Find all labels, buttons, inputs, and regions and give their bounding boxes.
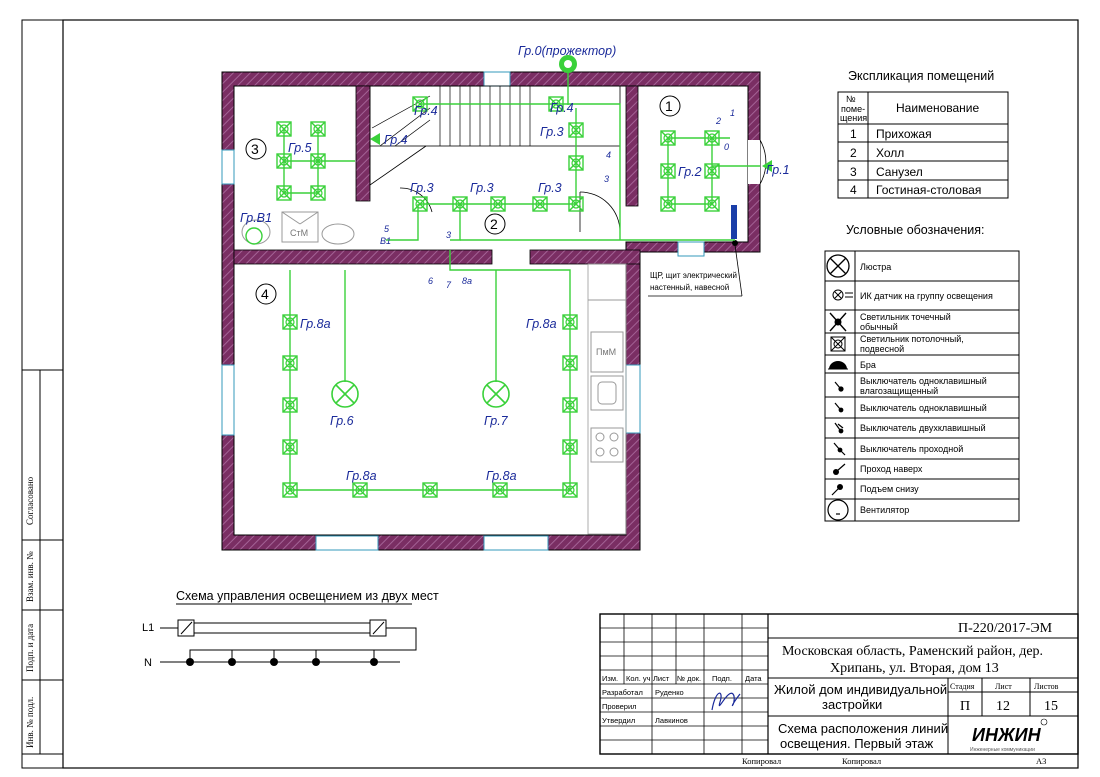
label-g7: Гр.7 <box>484 414 508 428</box>
label-g2: Гр.2 <box>678 165 702 179</box>
sheet-title-2: освещения. Первый этаж <box>780 736 934 751</box>
svg-text:В1: В1 <box>380 236 392 246</box>
svg-text:влагозащищенный: влагозащищенный <box>860 386 939 396</box>
signature <box>712 693 740 710</box>
label-g3b: Гр.3 <box>410 181 434 195</box>
wall-lamp-icon <box>828 361 848 369</box>
address-line-2: Хрипань, ул. Вторая, дом 13 <box>830 661 999 676</box>
svg-text:Разработал: Разработал <box>602 688 643 697</box>
control-scheme <box>142 589 439 669</box>
svg-text:Лист: Лист <box>995 682 1012 691</box>
ir-sensor-icon <box>833 290 853 300</box>
legend-title: Условные обозначения: <box>846 223 985 237</box>
svg-text:1: 1 <box>850 127 857 141</box>
svg-text:Кол. уч: Кол. уч <box>626 674 651 683</box>
svg-text:2: 2 <box>850 146 857 160</box>
room-number-2: 2 <box>490 216 498 232</box>
svg-text:Дата: Дата <box>745 674 762 683</box>
switch-single-icon <box>835 403 843 412</box>
svg-text:Санузел: Санузел <box>876 165 923 179</box>
svg-text:ИК датчик на группу освещения: ИК датчик на группу освещения <box>860 291 993 301</box>
svg-text:7: 7 <box>446 280 452 290</box>
svg-text:Подп.: Подп. <box>712 674 732 683</box>
floor-plan <box>222 44 790 550</box>
kitchen-counter <box>588 264 626 534</box>
stage-value: П <box>960 699 971 714</box>
svg-text:Подъем снизу: Подъем снизу <box>860 484 919 494</box>
svg-text:Светильник потолочный,: Светильник потолочный, <box>860 334 964 344</box>
sheet-title-1: Схема расположения линий <box>778 721 949 736</box>
switch-passthrough-icon <box>834 443 845 455</box>
svg-text:3: 3 <box>850 165 857 179</box>
label-g8a-4: Гр.8а <box>486 469 517 483</box>
svg-text:Изм.: Изм. <box>602 674 619 683</box>
svg-text:5: 5 <box>384 224 390 234</box>
svg-text:щения: щения <box>840 113 868 123</box>
side-agreed: Согласовано <box>25 476 35 525</box>
svg-text:3: 3 <box>604 174 610 184</box>
ceiling-light-icon <box>831 337 845 351</box>
l1-label: L1 <box>142 622 155 634</box>
svg-text:Люстра: Люстра <box>860 262 892 272</box>
side-strip <box>22 370 63 754</box>
room-number-4: 4 <box>261 286 269 302</box>
label-g1: Гр.1 <box>766 163 790 177</box>
svg-text:Лист: Лист <box>653 674 670 683</box>
label-g4b: Гр.4 <box>550 101 574 115</box>
washer-label: СтМ <box>290 228 309 238</box>
svg-text:ИНЖИН: ИНЖИН <box>972 725 1041 745</box>
object-line-1: Жилой дом индивидуальной <box>774 682 948 697</box>
svg-text:Листов: Листов <box>1034 682 1059 691</box>
object-line-2: застройки <box>822 697 883 712</box>
switch-double-icon <box>835 423 843 433</box>
label-g3a: Гр.3 <box>540 125 564 139</box>
explication-title: Экспликация помещений <box>848 69 995 83</box>
electrical-panel <box>731 205 737 239</box>
label-g5: Гр.5 <box>288 141 312 155</box>
control-scheme-title: Схема управления освещением из двух мест <box>176 589 439 603</box>
label-projector: Гр.0(прожектор) <box>518 44 617 58</box>
svg-text:Бра: Бра <box>860 360 876 370</box>
side-replaced: Взам. инв. № <box>25 551 35 602</box>
label-g4c: Гр.4 <box>384 133 408 147</box>
svg-text:Выключатель проходной: Выключатель проходной <box>860 444 964 454</box>
explication-header-name: Наименование <box>896 101 980 115</box>
room-number-3: 3 <box>251 141 259 157</box>
chandelier-icon <box>827 255 849 277</box>
svg-text:Утвердил: Утвердил <box>602 716 636 725</box>
sheet-value: 12 <box>996 699 1010 714</box>
svg-text:Выключатель одноклавишный: Выключатель одноклавишный <box>860 403 987 413</box>
svg-text:обычный: обычный <box>860 322 898 332</box>
label-g4a: Гр.4 <box>414 104 438 118</box>
svg-text:Вентилятор: Вентилятор <box>860 505 910 515</box>
svg-text:Выключатель одноклавишный: Выключатель одноклавишный <box>860 376 987 386</box>
svg-text:4: 4 <box>606 150 612 160</box>
explication-table <box>838 69 1008 198</box>
svg-text:1: 1 <box>730 108 736 118</box>
svg-text:Прихожая: Прихожая <box>876 127 932 141</box>
pass-up-icon <box>833 464 845 475</box>
company-logo <box>970 719 1047 753</box>
sheets-value: 15 <box>1044 699 1058 714</box>
svg-text:№: № <box>846 94 856 104</box>
svg-text:4: 4 <box>850 183 857 197</box>
label-g6: Гр.6 <box>330 414 354 428</box>
chandelier-g7 <box>483 381 509 407</box>
switch-waterproof-icon <box>835 382 843 391</box>
svg-text:Проверил: Проверил <box>602 702 637 711</box>
lighting-wiring <box>284 70 760 490</box>
svg-text:Копировал: Копировал <box>742 756 782 766</box>
svg-text:Проход наверх: Проход наверх <box>860 464 923 474</box>
svg-text:Холл: Холл <box>876 146 905 160</box>
svg-text:Выключатель двухклавишный: Выключатель двухклавишный <box>860 423 986 433</box>
svg-text:№ док.: № док. <box>677 674 702 683</box>
address-line-1: Московская область, Раменский район, дер. <box>782 644 1044 659</box>
panel-note-1: ЩР, щит электрический <box>650 271 737 280</box>
label-g8a-1: Гр.8а <box>300 317 331 331</box>
panel-note-2: настенный, навесной <box>650 283 730 292</box>
svg-text:Руденко: Руденко <box>655 688 684 697</box>
fan-icon <box>828 500 848 520</box>
doc-code: П-220/2017-ЭМ <box>958 621 1053 636</box>
spot-light-icon <box>830 313 846 331</box>
side-signed: Подп. и дата <box>25 623 35 672</box>
svg-text:А3: А3 <box>1036 756 1047 766</box>
svg-text:6: 6 <box>428 276 434 286</box>
svg-text:Инженерные коммуникации: Инженерные коммуникации <box>970 747 1035 753</box>
label-g3c: Гр.3 <box>470 181 494 195</box>
room-number-1: 1 <box>665 98 673 114</box>
svg-text:8а: 8а <box>462 276 473 286</box>
svg-text:0: 0 <box>724 142 730 152</box>
svg-text:Стадия: Стадия <box>950 682 975 691</box>
rise-from-below-icon <box>832 484 843 495</box>
dishwasher-label: ПмМ <box>596 347 617 357</box>
svg-text:поме-: поме- <box>841 104 866 114</box>
label-gb1: Гр.В1 <box>240 211 272 225</box>
svg-text:Гостиная-столовая: Гостиная-столовая <box>876 183 982 197</box>
svg-text:2: 2 <box>716 116 722 126</box>
label-g8a-2: Гр.8а <box>526 317 557 331</box>
side-inv: Инв. № подл. <box>25 696 35 748</box>
title-block <box>600 614 1078 766</box>
svg-text:Копировал: Копировал <box>842 756 882 766</box>
legend <box>825 223 1019 521</box>
svg-text:подвесной: подвесной <box>860 344 905 354</box>
svg-text:3: 3 <box>446 230 452 240</box>
label-g3d: Гр.3 <box>538 181 562 195</box>
svg-text:Лавкинов: Лавкинов <box>655 716 688 725</box>
label-g8a-3: Гр.8а <box>346 469 377 483</box>
svg-text:Светильник точечный: Светильник точечный <box>860 312 951 322</box>
chandelier-g6 <box>332 381 358 407</box>
n-label: N <box>144 657 152 669</box>
